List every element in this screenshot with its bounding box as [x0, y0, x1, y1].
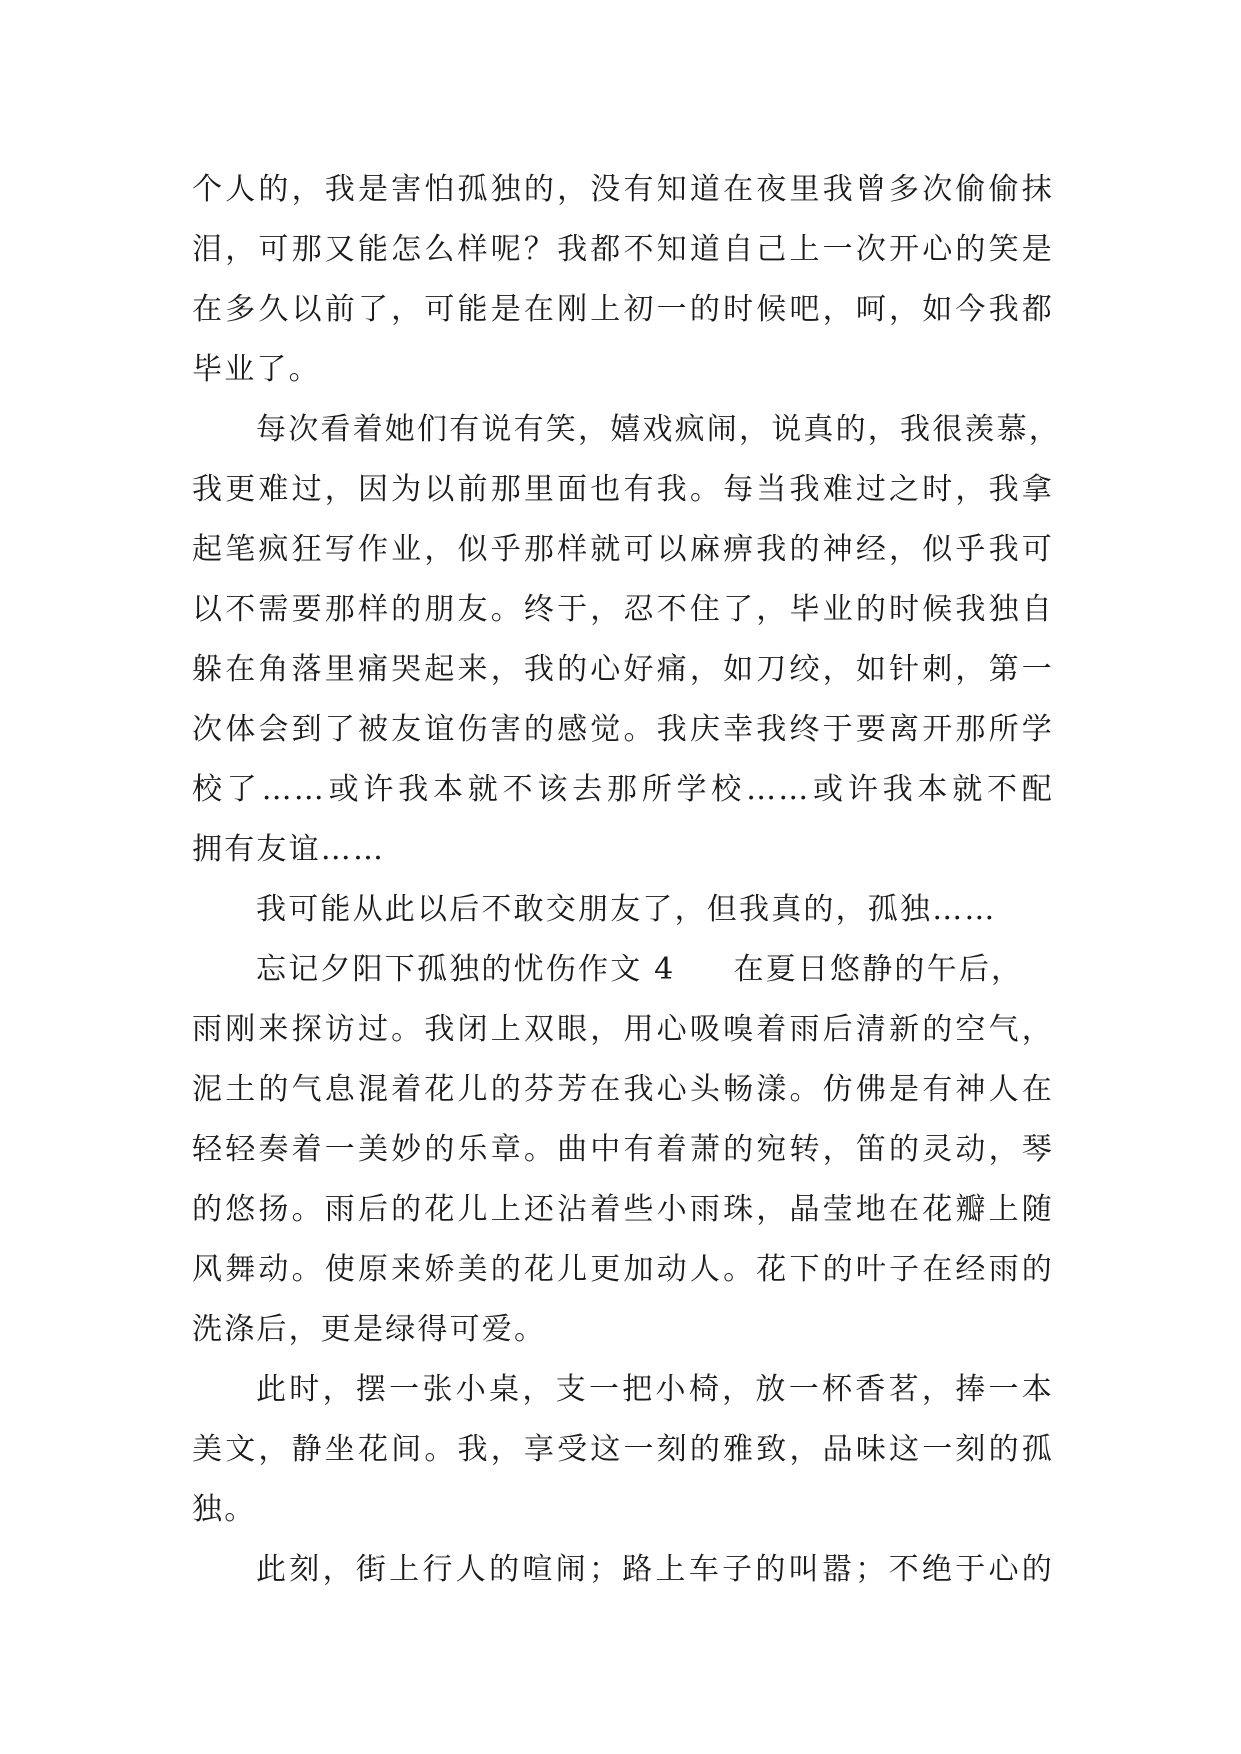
text-line: 的悠扬。雨后的花儿上还沾着些小雨珠，晶莹地在花瓣上随 — [192, 1192, 1054, 1227]
document-page — [192, 160, 1061, 1600]
text-line: 我更难过，因为以前那里面也有我。每当我难过之时，我拿 — [192, 472, 1054, 507]
text-line: 在夏日悠静的午后， — [733, 952, 1024, 987]
paragraph — [192, 1540, 1054, 1600]
text-line: 躲在角落里痛哭起来，我的心好痛，如刀绞，如针刺，第一 — [192, 652, 1054, 687]
text-line: 雨刚来探访过。我闭上双眼，用心吸嗅着雨后清新的空气， — [192, 1012, 1054, 1047]
text-line: 校了……或许我本就不该去那所学校……或许我本就不配 — [192, 772, 1054, 807]
text-line: 起笔疯狂写作业，似乎那样就可以麻痹我的神经，似乎我可 — [192, 532, 1054, 567]
text-line: 洗涤后，更是绿得可爱。 — [192, 1312, 547, 1347]
text-line: 此时，摆一张小桌，支一把小椅，放一杯香茗，捧一本 — [256, 1372, 1054, 1407]
text-line: 每次看着她们有说有笑，嬉戏疯闹，说真的，我很羡慕， — [256, 412, 1061, 447]
paragraph — [192, 160, 1054, 400]
paragraph — [192, 1360, 1054, 1540]
text-line: 以不需要那样的朋友。终于，忍不住了，毕业的时候我独自 — [192, 592, 1054, 627]
text-line: 此刻，街上行人的喧闹；路上车子的叫嚣；不绝于心的 — [256, 1552, 1054, 1587]
text-line: 泥土的气息混着花儿的芬芳在我心头畅漾。仿佛是有神人在 — [192, 1072, 1054, 1107]
text-line: 个人的，我是害怕孤独的，没有知道在夜里我曾多次偷偷抹 — [192, 172, 1054, 207]
section-heading-line — [192, 940, 1054, 1000]
text-line: 次体会到了被友谊伤害的感觉。我庆幸我终于要离开那所学 — [192, 712, 1054, 747]
text-line: 我可能从此以后不敢交朋友了，但我真的，孤独…… — [256, 892, 997, 927]
text-line: 拥有友谊…… — [192, 832, 386, 867]
text-line: 在多久以前了，可能是在刚上初一的时候吧，呵，如今我都 — [192, 292, 1054, 327]
text-line: 美文，静坐花间。我，享受这一刻的雅致，品味这一刻的孤 — [192, 1432, 1054, 1467]
text-line: 轻轻奏着一美妙的乐章。曲中有着萧的宛转，笛的灵动，琴 — [192, 1132, 1054, 1167]
paragraph — [192, 940, 1054, 1360]
paragraph — [192, 400, 1061, 880]
paragraph — [192, 880, 1054, 940]
section-title: 忘记夕阳下孤独的忧伤作文 4 — [256, 952, 676, 987]
text-line: 毕业了。 — [192, 352, 321, 387]
text-line: 泪，可那又能怎么样呢？我都不知道自己上一次开心的笑是 — [192, 232, 1054, 267]
text-line: 独。 — [192, 1492, 257, 1527]
text-line: 风舞动。使原来娇美的花儿更加动人。花下的叶子在经雨的 — [192, 1252, 1054, 1287]
